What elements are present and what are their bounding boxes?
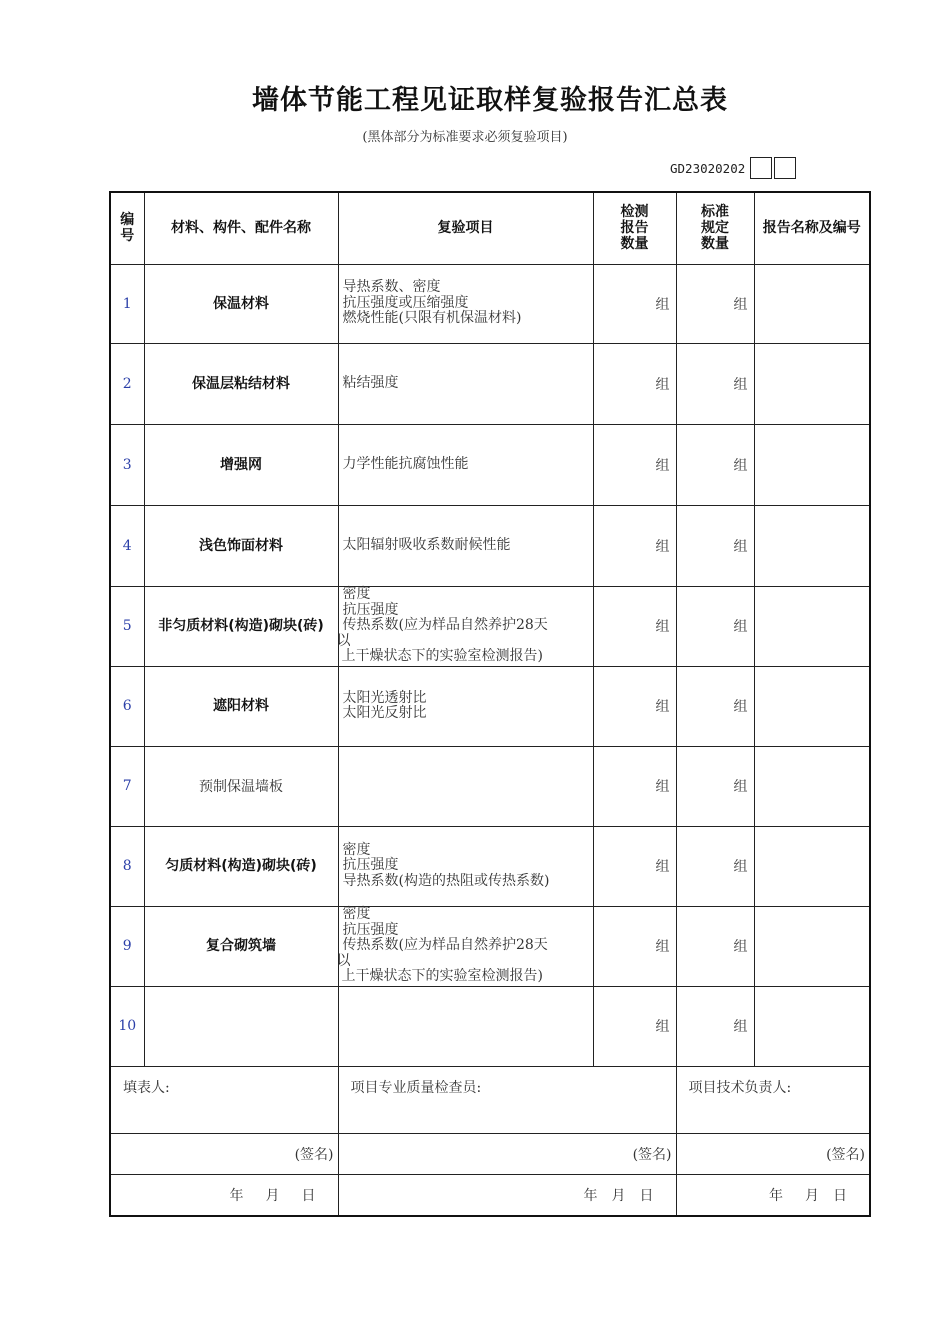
test-items [338,906,593,986]
std-count-cell[interactable]: 组 [676,424,754,505]
tech-lead-date[interactable]: 年 月 日 [676,1174,870,1216]
report-cell[interactable] [754,505,870,586]
test-count-cell[interactable]: 组 [593,343,676,424]
std-count-cell[interactable]: 组 [676,264,754,343]
test-item: 导热系数(构造的热阻或传热系数) [342,872,550,889]
table-row [110,986,870,1066]
tech-lead-label: 项目技术负责人: [676,1066,870,1133]
test-count-cell[interactable]: 组 [593,666,676,746]
test-item: 以 [336,632,351,649]
row-number: 2 [110,343,144,424]
test-count-cell[interactable]: 组 [593,424,676,505]
test-item: 太阳辐射吸收系数耐候性能 [342,536,511,553]
material-name: 保温材料 [144,264,338,343]
std-count-cell[interactable]: 组 [676,746,754,826]
material-name: 遮阳材料 [144,666,338,746]
summary-table [109,191,871,1217]
filler-date[interactable]: 年 月 日 [110,1174,338,1216]
test-item: 燃烧性能(只限有机保温材料) [342,310,522,327]
test-item: 力学性能抗腐蚀性能 [342,455,469,472]
test-count-cell[interactable]: 组 [593,906,676,986]
std-count-cell[interactable]: 组 [676,343,754,424]
std-count-cell[interactable]: 组 [676,586,754,666]
row-number: 8 [110,826,144,906]
table-row [110,424,870,505]
report-cell[interactable] [754,424,870,505]
header-no: 编号 [110,192,144,264]
row-number: 6 [110,666,144,746]
test-item: 密度 [342,586,371,603]
std-count-cell[interactable]: 组 [676,666,754,746]
report-cell[interactable] [754,746,870,826]
test-items [338,505,593,586]
form-code-text: GD23020202 [670,160,746,176]
test-item: 密度 [342,906,371,923]
page-subtitle: (黑体部分为标准要求必须复验项目) [362,130,568,145]
report-cell[interactable] [754,986,870,1066]
test-item: 太阳光透射比 [342,689,427,706]
material-name: 匀质材料(构造)砌块(砖) [144,826,338,906]
test-items [338,586,593,666]
header-report: 报告名称及编号 [754,192,870,264]
form-code-box-2[interactable] [774,157,796,179]
test-item: 抗压强度 [342,601,399,618]
row-number: 5 [110,586,144,666]
page-title: 墙体节能工程见证取样复验报告汇总表 [252,85,728,116]
row-number: 4 [110,505,144,586]
filler-label: 填表人: [110,1066,338,1133]
test-count-cell[interactable]: 组 [593,746,676,826]
std-count-cell[interactable]: 组 [676,826,754,906]
test-item: 抗压强度 [342,857,399,874]
test-items [338,424,593,505]
std-count-cell[interactable]: 组 [676,986,754,1066]
table-row [110,586,870,666]
row-number: 10 [110,986,144,1066]
material-name: 预制保温墙板 [144,746,338,826]
table-row [110,746,870,826]
footer-label-row [110,1066,870,1133]
test-count-cell[interactable]: 组 [593,264,676,343]
report-cell[interactable] [754,666,870,746]
footer-sign-row [110,1133,870,1174]
row-number: 3 [110,424,144,505]
test-item: 密度 [342,841,371,858]
table-header-row [110,192,870,264]
inspector-label: 项目专业质量检查员: [338,1066,676,1133]
footer-date-row [110,1174,870,1216]
form-code-box-1[interactable] [750,157,772,179]
test-count-cell[interactable]: 组 [593,986,676,1066]
inspector-sign[interactable]: (签名) [338,1133,676,1174]
material-name [144,986,338,1066]
filler-sign[interactable]: (签名) [110,1133,338,1174]
test-count-cell[interactable]: 组 [593,505,676,586]
test-items [338,343,593,424]
test-item: 以 [336,952,351,969]
test-item: 抗压强度或压缩强度 [342,294,469,311]
tech-lead-sign[interactable]: (签名) [676,1133,870,1174]
material-name: 复合砌筑墙 [144,906,338,986]
test-count-cell[interactable]: 组 [593,586,676,666]
test-item: 上干燥状态下的实验室检测报告) [341,968,543,985]
form-code [670,156,796,180]
test-item: 传热系数(应为样品自然养护28天 [342,937,548,954]
test-item: 上干燥状态下的实验室检测报告) [341,648,543,665]
inspector-date[interactable]: 年 月 日 [338,1174,676,1216]
table-row [110,505,870,586]
header-std-count: 标准规定数量 [676,192,754,264]
row-number: 7 [110,746,144,826]
std-count-cell[interactable]: 组 [676,906,754,986]
report-cell[interactable] [754,264,870,343]
report-cell[interactable] [754,906,870,986]
test-item: 粘结强度 [342,374,399,391]
test-item: 太阳光反射比 [342,705,427,721]
report-cell[interactable] [754,826,870,906]
test-item: 导热系数、密度 [342,279,441,296]
header-test-count: 检测报告数量 [593,192,676,264]
table-row [110,906,870,986]
row-number: 1 [110,264,144,343]
material-name: 保温层粘结材料 [144,343,338,424]
material-name: 浅色饰面材料 [144,505,338,586]
test-count-cell[interactable]: 组 [593,826,676,906]
material-name: 非匀质材料(构造)砌块(砖) [144,586,338,666]
test-items [338,826,593,906]
table-row [110,343,870,424]
table-row [110,264,870,343]
report-cell[interactable] [754,343,870,424]
table-row [110,826,870,906]
std-count-cell[interactable]: 组 [676,505,754,586]
test-items [338,986,593,1066]
test-item: 传热系数(应为样品自然养护28天 [342,617,548,634]
test-item: 抗压强度 [342,921,399,938]
header-items: 复验项目 [338,192,593,264]
report-cell[interactable] [754,586,870,666]
row-number: 9 [110,906,144,986]
test-items [338,264,593,343]
test-items [338,666,593,746]
table-row [110,666,870,746]
material-name: 增强网 [144,424,338,505]
test-items [338,746,593,826]
header-material: 材料、构件、配件名称 [144,192,338,264]
